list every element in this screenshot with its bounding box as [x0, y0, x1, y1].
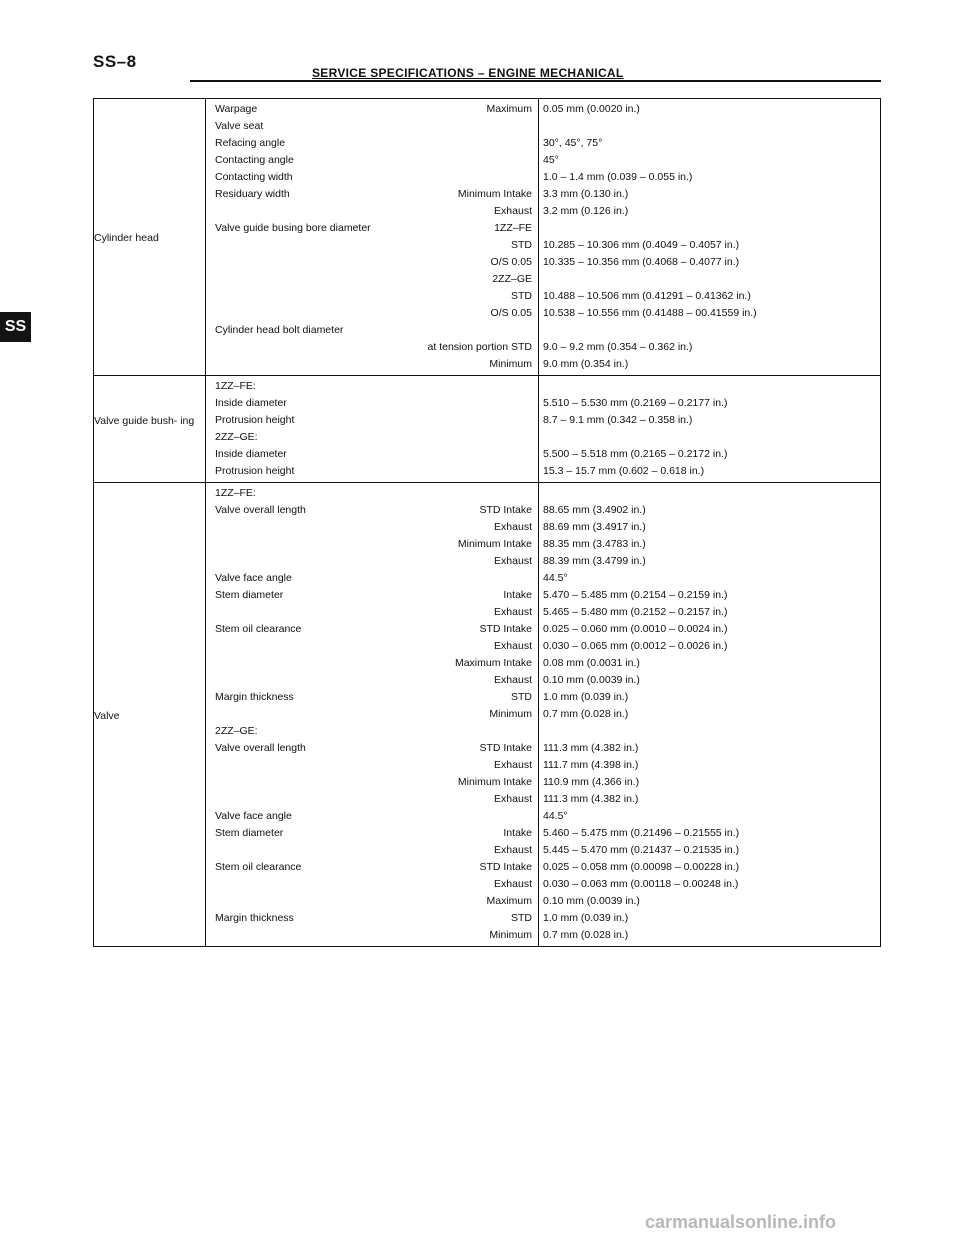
component-cell — [94, 483, 206, 947]
spec-item-name: Cylinder head bolt diameter — [215, 324, 344, 336]
header-divider — [190, 80, 881, 82]
item-cell — [206, 376, 539, 483]
spec-item-qualifier: Exhaust — [494, 555, 532, 567]
spec-item-name: Stem diameter — [215, 589, 284, 601]
spec-value: 45° — [543, 154, 559, 166]
spec-value: 44.5° — [543, 572, 568, 584]
spec-item-line — [206, 356, 538, 373]
component-cell — [94, 376, 206, 483]
spec-value: 10.285 – 10.306 mm (0.4049 – 0.4057 in.) — [543, 239, 740, 251]
spec-item-line — [206, 536, 538, 553]
spec-value — [539, 485, 880, 502]
watermark: carmanualsonline.info — [645, 1212, 837, 1232]
page-number: SS–8 — [93, 52, 137, 71]
spec-item-qualifier: STD Intake — [479, 623, 532, 635]
spec-value: 0.030 – 0.063 mm (0.00118 – 0.00248 in.) — [543, 878, 739, 890]
spec-value: 30°, 45°, 75° — [543, 137, 603, 149]
spec-item-name: Protrusion height — [215, 465, 295, 477]
spec-item-line — [206, 808, 538, 825]
spec-value — [539, 429, 880, 446]
spec-item-line — [206, 604, 538, 621]
spec-item-qualifier: 1ZZ–FE — [494, 222, 532, 234]
spec-item-name: 1ZZ–FE: — [215, 487, 256, 499]
spec-section-row — [94, 99, 881, 376]
spec-value: 0.08 mm (0.0031 in.) — [543, 657, 640, 669]
spec-item-qualifier: Maximum — [486, 895, 532, 907]
spec-item-line — [206, 485, 538, 502]
spec-value: 5.510 – 5.530 mm (0.2169 – 0.2177 in.) — [543, 397, 728, 409]
spec-item-name: Residuary width — [215, 188, 290, 200]
spec-item-line — [206, 893, 538, 910]
spec-value: 3.2 mm (0.126 in.) — [543, 205, 629, 217]
spec-item-qualifier: O/S 0.05 — [490, 256, 532, 268]
spec-item-line — [206, 859, 538, 876]
spec-item-name: Stem diameter — [215, 827, 284, 839]
spec-item-line — [206, 288, 538, 305]
spec-value: 5.500 – 5.518 mm (0.2165 – 0.2172 in.) — [543, 448, 728, 460]
spec-item-line — [206, 463, 538, 480]
spec-item-line — [206, 220, 538, 237]
spec-value: 1.0 mm (0.039 in.) — [543, 691, 629, 703]
spec-item-qualifier: STD — [511, 691, 532, 703]
spec-item-qualifier: Exhaust — [494, 759, 532, 771]
spec-item-line — [206, 519, 538, 536]
spec-item-line — [206, 101, 538, 118]
spec-value: 0.10 mm (0.0039 in.) — [543, 674, 640, 686]
spec-item-line — [206, 152, 538, 169]
spec-item-line — [206, 553, 538, 570]
spec-value — [539, 220, 880, 237]
spec-item-name: 1ZZ–FE: — [215, 380, 256, 392]
spec-value: 44.5° — [543, 810, 568, 822]
spec-item-qualifier: STD — [511, 290, 532, 302]
spec-section-row — [94, 483, 881, 947]
spec-item-line — [206, 305, 538, 322]
spec-value: 1.0 mm (0.039 in.) — [543, 912, 629, 924]
spec-item-line — [206, 135, 538, 152]
spec-item-qualifier: Exhaust — [494, 844, 532, 856]
spec-item-name: Inside diameter — [215, 397, 287, 409]
spec-item-line — [206, 322, 538, 339]
spec-item-line — [206, 412, 538, 429]
spec-item-qualifier: Exhaust — [494, 606, 532, 618]
spec-value — [539, 271, 880, 288]
spec-value — [539, 378, 880, 395]
spec-item-name: Stem oil clearance — [215, 623, 302, 635]
spec-item-qualifier: Maximum Intake — [454, 657, 532, 669]
spec-item-qualifier: Intake — [503, 827, 532, 839]
spec-value: 5.460 – 5.475 mm (0.21496 – 0.21555 in.) — [543, 827, 740, 839]
spec-item-line — [206, 378, 538, 395]
spec-value — [539, 723, 880, 740]
spec-item-name: Margin thickness — [215, 912, 294, 924]
spec-item-name: 2ZZ–GE: — [215, 725, 258, 737]
spec-value: 0.025 – 0.058 mm (0.00098 – 0.00228 in.) — [543, 861, 740, 873]
page-title: SERVICE SPECIFICATIONS – ENGINE MECHANICAL — [312, 66, 624, 80]
component-cell — [94, 99, 206, 376]
spec-value: 10.335 – 10.356 mm (0.4068 – 0.4077 in.) — [543, 256, 740, 268]
spec-item-line — [206, 186, 538, 203]
spec-item-qualifier: 2ZZ–GE — [492, 273, 532, 285]
spec-item-line — [206, 638, 538, 655]
spec-value: 5.445 – 5.470 mm (0.21437 – 0.21535 in.) — [543, 844, 740, 856]
spec-item-qualifier: Intake — [503, 589, 532, 601]
spec-item-qualifier: Exhaust — [494, 878, 532, 890]
spec-item-qualifier: Minimum — [489, 929, 532, 941]
spec-value: 9.0 mm (0.354 in.) — [543, 358, 629, 370]
spec-value: 8.7 – 9.1 mm (0.342 – 0.358 in.) — [543, 414, 693, 426]
spec-item-line — [206, 118, 538, 135]
spec-value: 3.3 mm (0.130 in.) — [543, 188, 629, 200]
spec-item-line — [206, 502, 538, 519]
spec-item-name: Contacting angle — [215, 154, 294, 166]
spec-item-line — [206, 621, 538, 638]
component-label: Valve guide bush- ing — [94, 415, 195, 427]
spec-item-line — [206, 825, 538, 842]
spec-item-line — [206, 689, 538, 706]
spec-section-row — [94, 376, 881, 483]
spec-item-qualifier: Minimum — [489, 358, 532, 370]
spec-value: 9.0 – 9.2 mm (0.354 – 0.362 in.) — [543, 341, 693, 353]
spec-value: 88.69 mm (3.4917 in.) — [543, 521, 646, 533]
spec-item-line — [206, 254, 538, 271]
spec-value: 0.7 mm (0.028 in.) — [543, 929, 629, 941]
spec-item-qualifier: STD — [511, 912, 532, 924]
spec-item-qualifier: Maximum — [486, 103, 532, 115]
spec-item-line — [206, 446, 538, 463]
spec-item-line — [206, 791, 538, 808]
spec-item-qualifier: Minimum — [489, 708, 532, 720]
spec-value: 0.030 – 0.065 mm (0.0012 – 0.0026 in.) — [543, 640, 728, 652]
spec-table — [93, 98, 881, 947]
spec-item-line — [206, 203, 538, 220]
spec-item-qualifier: Minimum Intake — [457, 538, 532, 550]
spec-item-name: Refacing angle — [215, 137, 286, 149]
spec-item-line — [206, 876, 538, 893]
component-label: Valve — [94, 709, 120, 722]
spec-item-name: Margin thickness — [215, 691, 294, 703]
spec-item-qualifier: STD — [511, 239, 532, 251]
spec-item-line — [206, 910, 538, 927]
spec-item-qualifier: Exhaust — [494, 640, 532, 652]
spec-value — [539, 118, 880, 135]
spec-item-qualifier: STD Intake — [479, 504, 532, 516]
spec-item-qualifier: Minimum Intake — [457, 776, 532, 788]
spec-item-line — [206, 757, 538, 774]
item-cell — [206, 99, 539, 376]
spec-item-name: Valve seat — [215, 120, 264, 132]
spec-value: 0.7 mm (0.028 in.) — [543, 708, 629, 720]
spec-item-qualifier: Exhaust — [494, 521, 532, 533]
spec-item-qualifier: Exhaust — [494, 674, 532, 686]
spec-item-qualifier: STD Intake — [479, 861, 532, 873]
spec-value — [539, 322, 880, 339]
spec-value: 10.538 – 10.556 mm (0.41488 – 00.41559 in.) — [543, 307, 757, 319]
spec-item-line — [206, 429, 538, 446]
spec-item-name: Warpage — [215, 103, 258, 115]
spec-value: 88.39 mm (3.4799 in.) — [543, 555, 646, 567]
spec-item-line — [206, 169, 538, 186]
spec-value: 111.7 mm (4.398 in.) — [543, 759, 639, 771]
spec-value: 5.470 – 5.485 mm (0.2154 – 0.2159 in.) — [543, 589, 728, 601]
spec-item-line — [206, 655, 538, 672]
spec-value: 88.65 mm (3.4902 in.) — [543, 504, 646, 516]
spec-item-line — [206, 395, 538, 412]
section-tab[interactable]: SS — [0, 312, 31, 342]
spec-value: 0.025 – 0.060 mm (0.0010 – 0.0024 in.) — [543, 623, 728, 635]
spec-item-name: Contacting width — [215, 171, 293, 183]
spec-item-line — [206, 774, 538, 791]
spec-value: 110.9 mm (4.366 in.) — [543, 776, 640, 788]
spec-item-line — [206, 339, 538, 356]
spec-item-line — [206, 570, 538, 587]
spec-item-qualifier: STD Intake — [479, 742, 532, 754]
spec-item-name: Valve overall length — [215, 504, 306, 516]
spec-item-line — [206, 672, 538, 689]
spec-item-line — [206, 706, 538, 723]
spec-item-line — [206, 927, 538, 944]
item-cell — [206, 483, 539, 947]
spec-item-name: Valve guide busing bore diameter — [215, 222, 371, 234]
spec-item-name: Stem oil clearance — [215, 861, 302, 873]
spec-item-name: Valve face angle — [215, 810, 292, 822]
spec-item-line — [206, 271, 538, 288]
spec-item-line — [206, 723, 538, 740]
spec-item-qualifier: Exhaust — [494, 793, 532, 805]
spec-item-qualifier: at tension portion STD — [427, 341, 532, 353]
spec-value: 111.3 mm (4.382 in.) — [543, 742, 639, 754]
spec-item-line — [206, 740, 538, 757]
value-cell — [539, 483, 881, 947]
spec-value: 88.35 mm (3.4783 in.) — [543, 538, 646, 550]
spec-item-qualifier: Exhaust — [494, 205, 532, 217]
spec-value: 0.05 mm (0.0020 in.) — [543, 103, 640, 115]
spec-value: 111.3 mm (4.382 in.) — [543, 793, 639, 805]
value-cell — [539, 376, 881, 483]
spec-table-body — [94, 99, 881, 947]
spec-item-qualifier: O/S 0.05 — [490, 307, 532, 319]
spec-item-name: Inside diameter — [215, 448, 287, 460]
spec-item-line — [206, 587, 538, 604]
spec-item-line — [206, 237, 538, 254]
spec-value: 0.10 mm (0.0039 in.) — [543, 895, 640, 907]
spec-item-line — [206, 842, 538, 859]
spec-value: 1.0 – 1.4 mm (0.039 – 0.055 in.) — [543, 171, 693, 183]
spec-value: 5.465 – 5.480 mm (0.2152 – 0.2157 in.) — [543, 606, 728, 618]
spec-value: 15.3 – 15.7 mm (0.602 – 0.618 in.) — [543, 465, 705, 477]
spec-item-name: Valve face angle — [215, 572, 292, 584]
spec-item-qualifier: Minimum Intake — [457, 188, 532, 200]
spec-item-name: Valve overall length — [215, 742, 306, 754]
value-cell — [539, 99, 881, 376]
spec-item-name: 2ZZ–GE: — [215, 431, 258, 443]
component-label: Cylinder head — [94, 232, 159, 244]
spec-item-name: Protrusion height — [215, 414, 295, 426]
spec-value: 10.488 – 10.506 mm (0.41291 – 0.41362 in.) — [543, 290, 751, 302]
